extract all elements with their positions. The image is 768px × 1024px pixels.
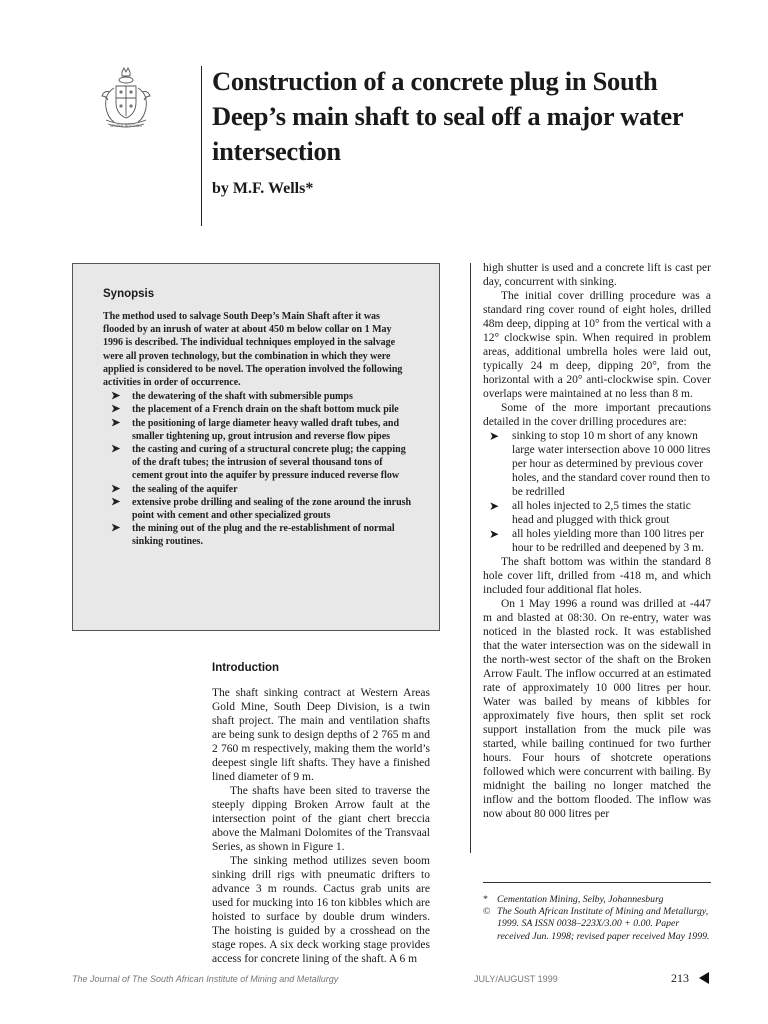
introduction-heading: Introduction — [212, 662, 280, 674]
body-paragraph: The shaft sinking contract at Western Areas Gold Mine, South Deep Division, is a twin shaft project. The main and ventilation shafts are being sunk to design depths of 2 765 m and 2 760 m respectively, making them the world’s deepest single lift shafts. They have a finished lined diameter of 9 m. — [212, 687, 430, 783]
list-item: ➤ the positioning of large diameter heavy walled draft tubes, and smaller tightening up, grout intrusion and reverse flow pipes — [111, 416, 400, 442]
list-item: ➤ all holes injected to 2,5 times the static head and plugged with thick grout — [489, 499, 691, 526]
synopsis-list — [103, 390, 413, 548]
arrow-bullet-icon: ➤ — [111, 482, 121, 495]
page-number: 213 — [671, 971, 689, 985]
list-item: ➤ the casting and curing of a structural concrete plug; the capping of the draft tubes; the intrusion of several thousand tons of cement grout into the aquifer by pressure induced reverse flow — [111, 443, 406, 482]
body-paragraph: On 1 May 1996 a round was drilled at -447 m and blasted at 08:30. On re-entry, water was noticed in the blasted rock. It was established that the water intersection was on the sidewall in the north-west sector of the shaft on the Broken Arrow Fault. The inflow occurred at an estimated rate of approximately 10 000 litres per hour. Water was bailed by means of kibbles for approximately five hours, then split set rock support installation from the muck pile was started, while bailing continued for two further hours. Four hours of shotcrete operations followed which were concurrent with bailing. By midnight the bailing no longer matched the inflow and the bottom flooded. The inflow was now about 80 000 litres per — [483, 598, 711, 820]
footnote-divider — [483, 882, 711, 883]
arrow-bullet-icon: ➤ — [111, 390, 121, 403]
svg-text:SEMPER DOCENDO: SEMPER DOCENDO — [109, 124, 143, 128]
title-divider — [201, 66, 202, 226]
arrow-bullet-icon: ➤ — [489, 527, 500, 541]
journal-footer: The Journal of The South African Institute of Mining and Metallurgy — [72, 974, 339, 984]
arrow-bullet-icon: ➤ — [489, 429, 500, 443]
issue-date: JULY/AUGUST 1999 — [474, 974, 558, 984]
synopsis-heading: Synopsis — [103, 288, 155, 300]
body-paragraph: high shutter is used and a concrete lift is cast per day, concurrent with sinking. — [483, 262, 711, 288]
body-paragraph: The sinking method utilizes seven boom sinking drill rigs with pneumatic drifters to advance 3 m rounds. Cactus grab units are used for mucking into 16 ton kibbles which are hoisted to surface by double drum winders. The hoisting is guided by a crosshead on the stage ropes. A six deck working stage provides access for concrete lining of the shaft. A 6 m — [212, 855, 430, 965]
page-arrow-icon — [699, 972, 709, 984]
synopsis-box — [72, 263, 440, 631]
right-column-text — [483, 261, 711, 821]
arrow-bullet-icon: ➤ — [489, 499, 500, 513]
footnotes — [483, 894, 711, 943]
body-paragraph: Some of the more important precautions detailed in the cover drilling procedures are: — [483, 402, 711, 428]
arrow-bullet-icon: ➤ — [111, 403, 121, 416]
body-paragraph: The shafts have been sited to traverse the steeply dipping Broken Arrow fault at the intersection point of the giant chert breccia above the Malmani Dolomites of the Transvaal Series, as shown in Figure 1. — [212, 785, 430, 853]
institute-crest-logo — [96, 66, 156, 136]
synopsis-intro: The method used to salvage South Deep’s Main Shaft after it was flooded by an inrush of water at about 450 m below collar on 1 May 1996 is described. The individual techniques employed in the salvage were all proven technology, but the combination in which they were applied is considered to be novel. The operation involved the following activities in order of occurrence. — [103, 311, 403, 389]
list-item: ➤ sinking to stop 10 m short of any known large water intersection above 10 000 litres per hour as determined by previous cover holes, and the standard cover round then to be redrilled — [489, 429, 711, 498]
list-item: ➤ all holes yielding more than 100 litres per hour to be redrilled and deepened by 3 m. — [489, 527, 704, 554]
arrow-bullet-icon: ➤ — [111, 443, 121, 456]
list-item: ➤ the sealing of the aquifer — [111, 482, 238, 495]
body-paragraph: The shaft bottom was within the standard 8 hole cover lift, drilled from -418 m, and which included four additional flat holes. — [483, 556, 711, 596]
article-title: Construction of a concrete plug in South Deep’s main shaft to seal off a major water intersection — [212, 66, 683, 166]
footnote: © The South African Institute of Mining and Metallurgy, 1999. SA ISSN 0038–223X/3.00 + 0.00. Paper received Jun. 1998; revised paper received May 1999. — [483, 906, 710, 942]
introduction-section — [212, 662, 430, 966]
arrow-bullet-icon: ➤ — [111, 495, 121, 508]
list-item: ➤ the dewatering of the shaft with submersible pumps — [111, 390, 353, 403]
body-paragraph: The initial cover drilling procedure was a standard ring cover round of eight holes, drilled 48m deep, dipping at 10° from the vertical with a 12° clockwise spin. When required in problem areas, additional umbrella holes were laid out, typically 24 m deep, dipping 20°, from the horizontal with a 20° anti-clockwise spin. Cover overlaps were maintained at no less than 8 m. — [483, 290, 711, 400]
list-item: ➤ extensive probe drilling and sealing of the zone around the inrush point with cement and other specialized grouts — [111, 495, 412, 522]
list-item: ➤ the mining out of the plug and the re-establishment of normal sinking routines. — [111, 522, 395, 548]
arrow-bullet-icon: ➤ — [111, 522, 121, 535]
arrow-bullet-icon: ➤ — [111, 416, 121, 429]
footnote: * Cementation Mining, Selby, Johannesburg — [483, 894, 664, 905]
author-byline: by M.F. Wells* — [212, 180, 314, 197]
column-divider — [470, 263, 471, 853]
precautions-list — [483, 429, 711, 555]
list-item: ➤ the placement of a French drain on the shaft bottom muck pile — [111, 403, 399, 416]
